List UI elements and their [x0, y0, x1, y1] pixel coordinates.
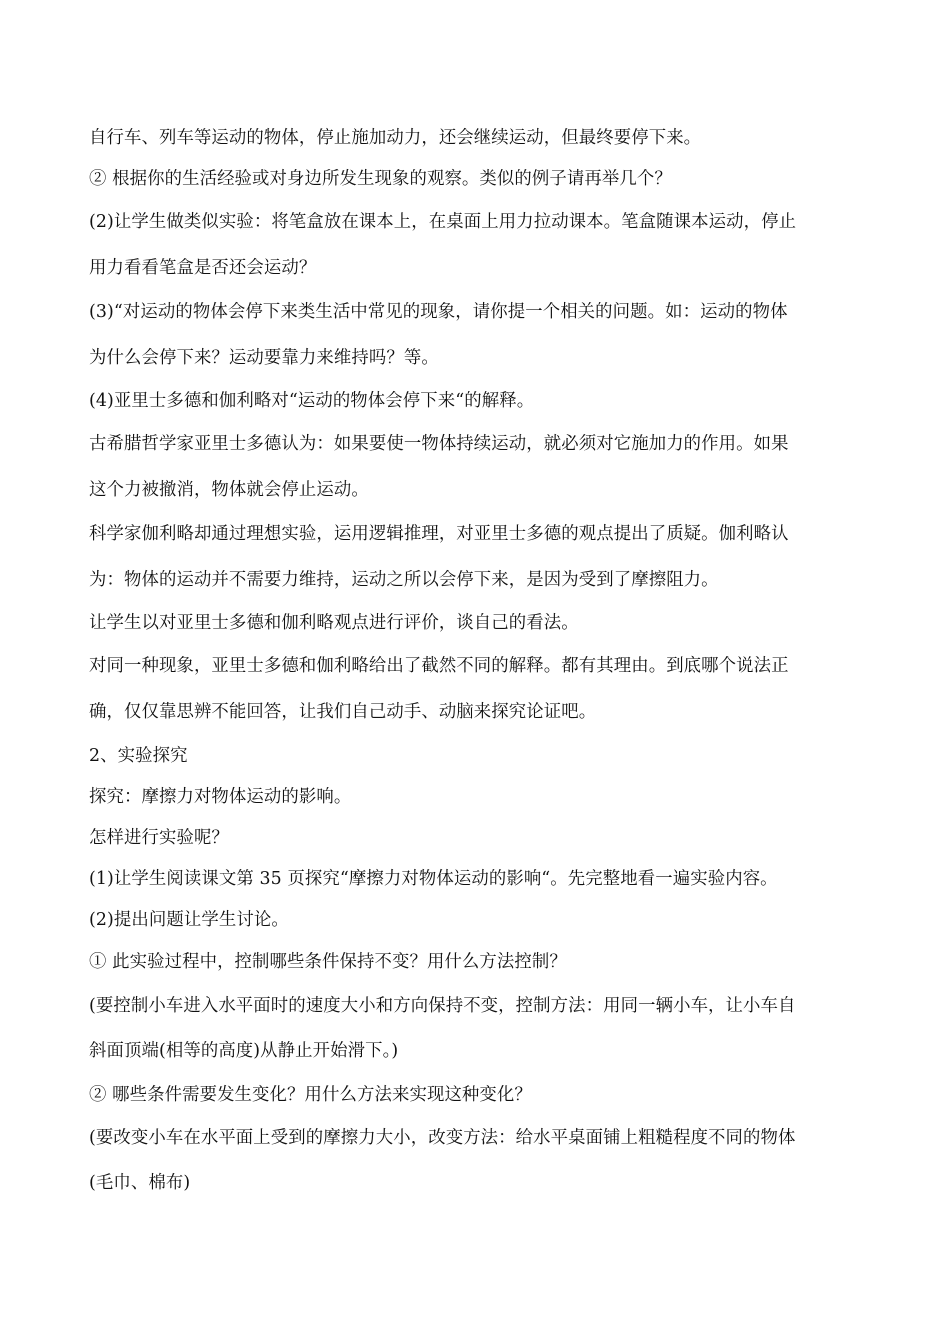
text-line: (2)提出问题让学生讨论。 — [89, 910, 289, 930]
text-line: (毛巾、棉布) — [89, 1173, 191, 1193]
text-line: 这个力被撤消，物体就会停止运动。 — [89, 480, 369, 500]
text-line: 科学家伽利略却通过理想实验，运用逻辑推理，对亚里士多德的观点提出了质疑。伽利略认 — [89, 524, 789, 544]
text-line: (2)让学生做类似实验：将笔盒放在课本上，在桌面上用力拉动课本。笔盒随课本运动，停止 — [89, 212, 797, 232]
section-heading: 2、实验探究 — [89, 746, 188, 766]
text-line: ② 根据你的生活经验或对身边所发生现象的观察。类似的例子请再举几个？ — [89, 169, 672, 189]
text-line: 用力看看笔盒是否还会运动？ — [89, 258, 317, 278]
text-line: ② 哪些条件需要发生变化？用什么方法来实现这种变化？ — [89, 1085, 532, 1105]
text-line: 古希腊哲学家亚里士多德认为：如果要使一物体持续运动，就必须对它施加力的作用。如果 — [89, 434, 789, 454]
text-line: 为：物体的运动并不需要力维持，运动之所以会停下来，是因为受到了摩擦阻力。 — [89, 570, 719, 590]
text-line: (要控制小车进入水平面时的速度大小和方向保持不变，控制方法：用同一辆小车，让小车自 — [89, 996, 796, 1016]
text-line: 斜面顶端(相等的高度)从静止开始滑下。) — [89, 1041, 399, 1061]
text-line: 怎样进行实验呢？ — [89, 828, 229, 848]
text-line: (4)亚里士多德和伽利略对“运动的物体会停下来“的解释。 — [89, 391, 535, 411]
text-line: 确，仅仅靠思辨不能回答，让我们自己动手、动脑来探究论证吧。 — [89, 702, 597, 722]
text-line: 为什么会停下来？运动要靠力来维持吗？等。 — [89, 348, 439, 368]
text-line: 对同一种现象，亚里士多德和伽利略给出了截然不同的解释。都有其理由。到底哪个说法正 — [89, 656, 789, 676]
text-line: 探究：摩擦力对物体运动的影响。 — [89, 787, 352, 807]
text-line: 让学生以对亚里士多德和伽利略观点进行评价，谈自己的看法。 — [89, 613, 579, 633]
text-line: ① 此实验过程中，控制哪些条件保持不变？用什么方法控制？ — [89, 952, 567, 972]
text-line: (1)让学生阅读课文第 35 页探究“摩擦力对物体运动的影响“。先完整地看一遍实验内容。 — [89, 869, 778, 889]
text-line: (3)“对运动的物体会停下来类生活中常见的现象，请你提一个相关的问题。如：运动的物体 — [89, 302, 788, 322]
text-line: (要改变小车在水平面上受到的摩擦力大小，改变方法：给水平桌面铺上粗糙程度不同的物体 — [89, 1128, 796, 1148]
text-line: 自行车、列车等运动的物体，停止施加动力，还会继续运动，但最终要停下来。 — [89, 128, 702, 148]
